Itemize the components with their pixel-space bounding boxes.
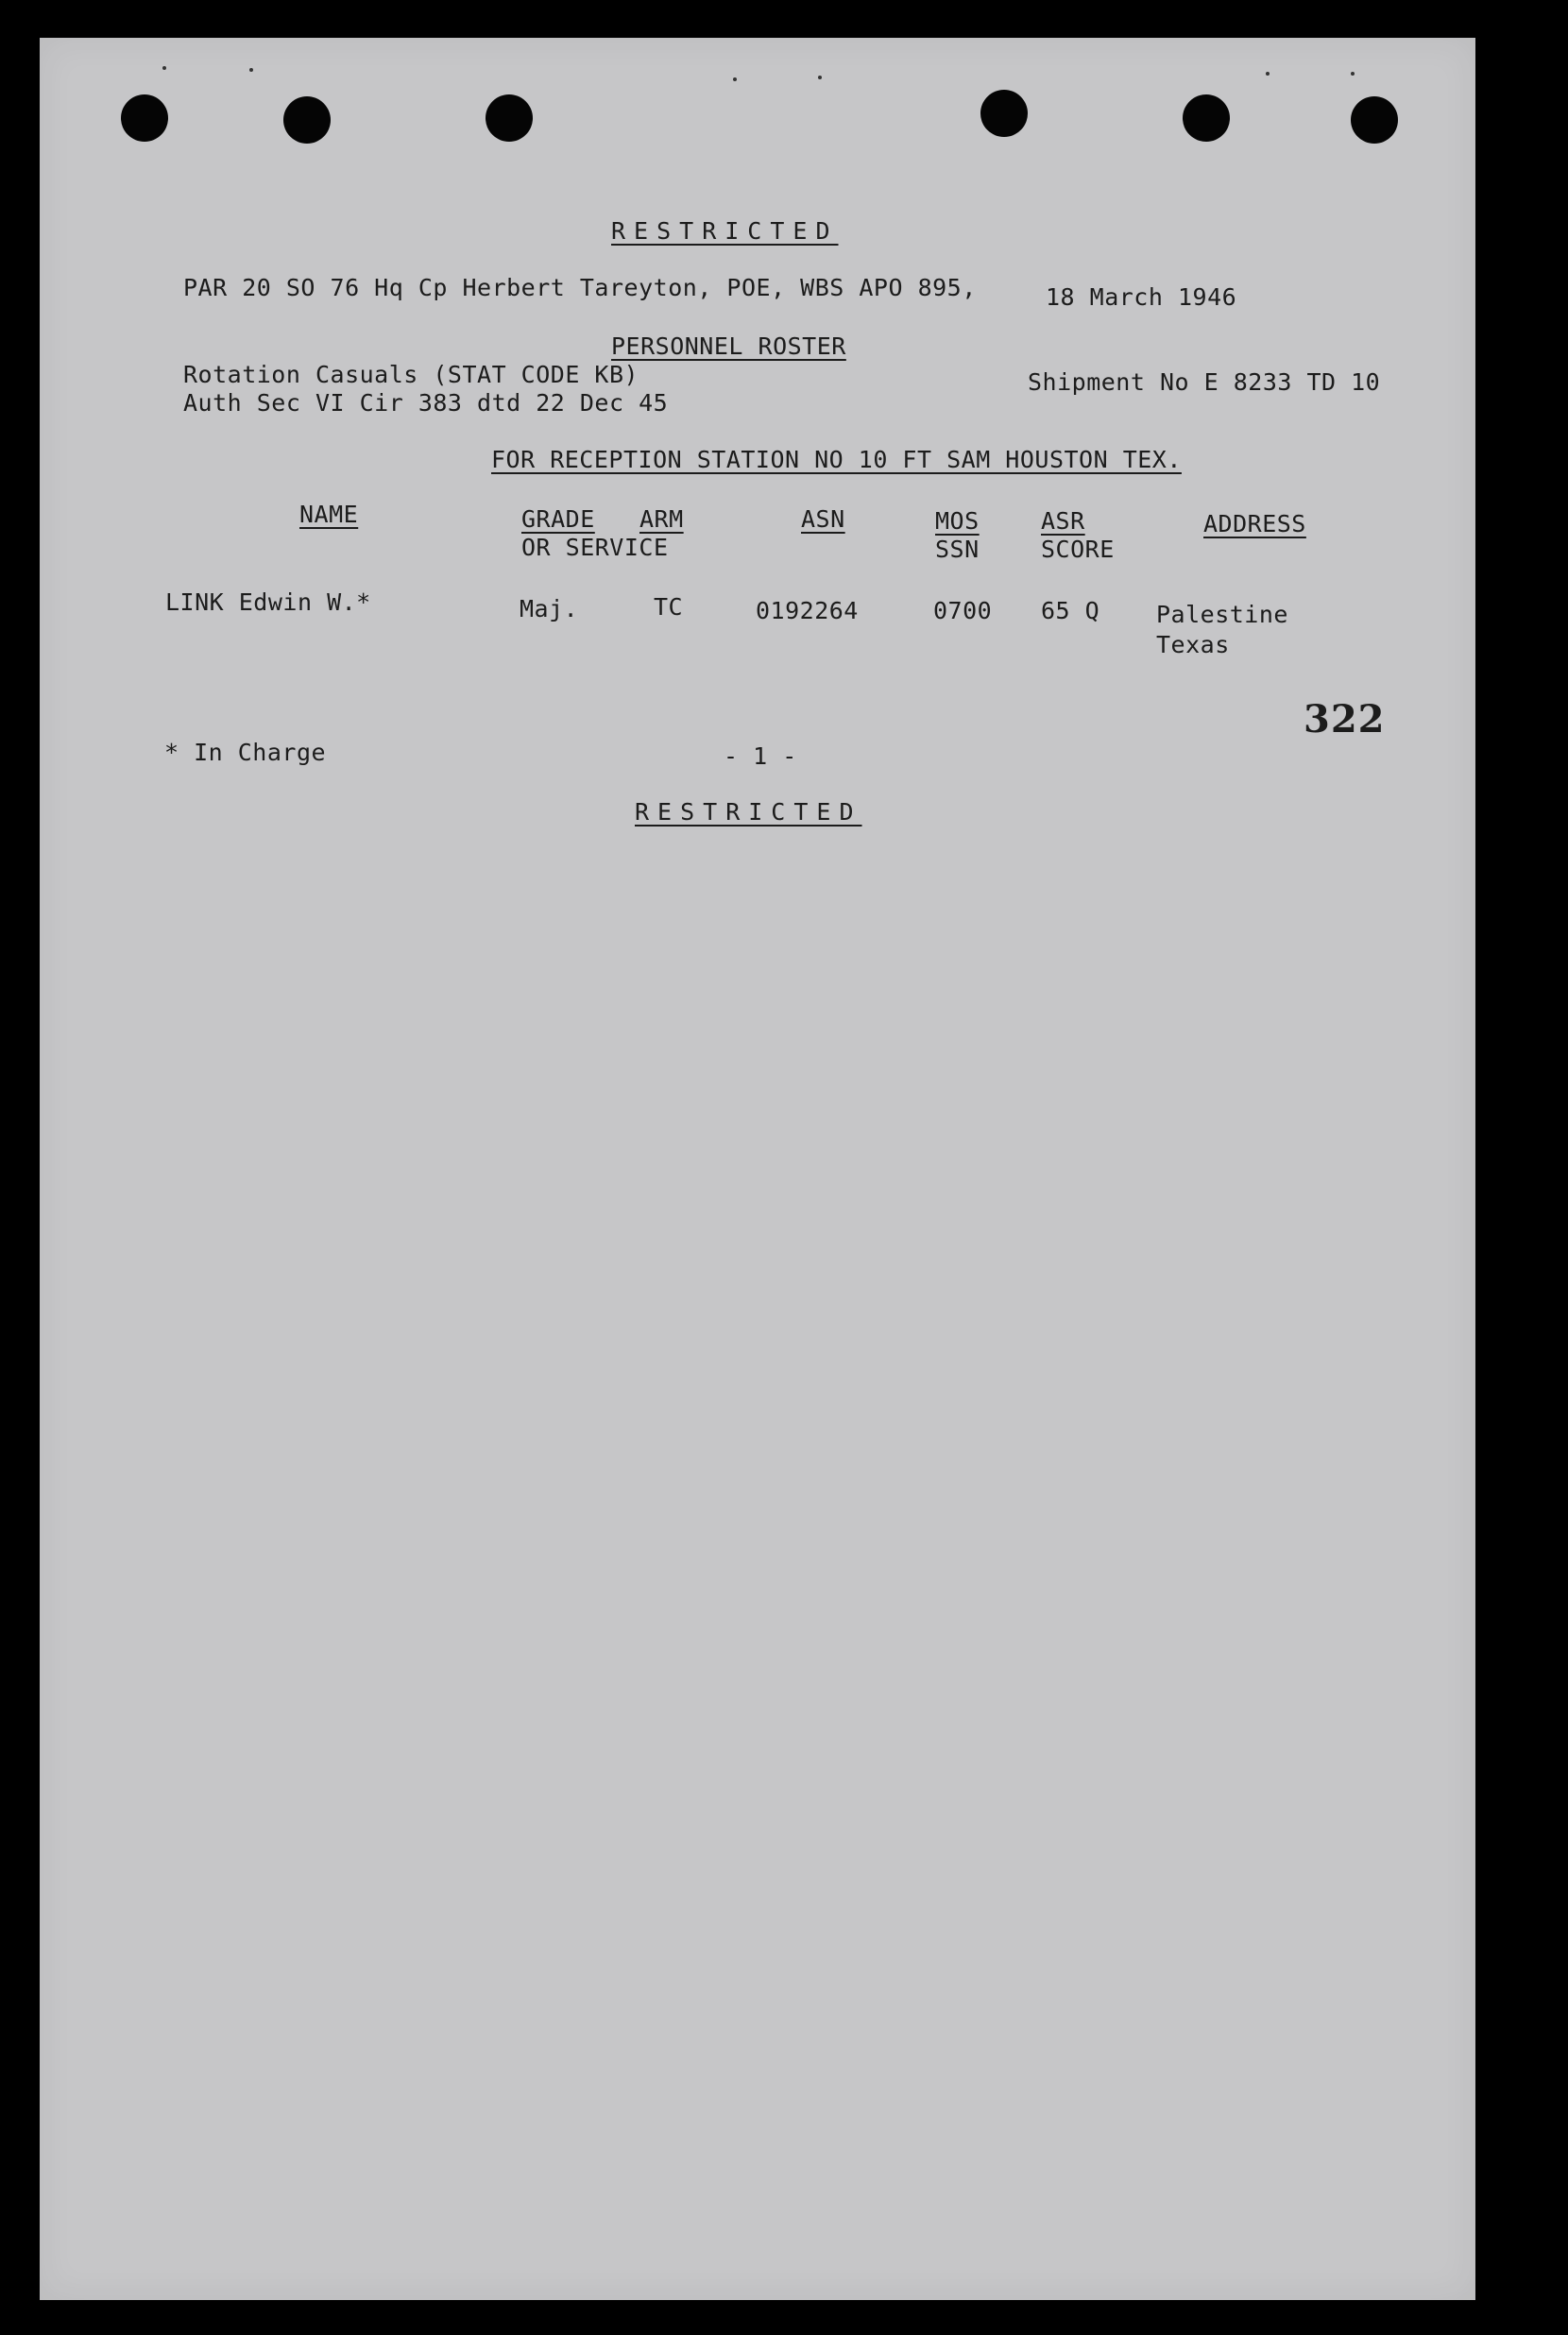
punch-hole <box>980 90 1028 137</box>
row-address-line-1: Palestine <box>1156 601 1288 628</box>
col-header-asn: ASN <box>801 505 845 533</box>
row-grade: Maj. <box>520 595 579 622</box>
paper-speck <box>1266 72 1270 76</box>
punch-hole <box>1183 94 1230 142</box>
row-asr: 65 Q <box>1041 597 1100 624</box>
order-date: 18 March 1946 <box>1046 283 1237 311</box>
row-name: LINK Edwin W.* <box>165 588 371 616</box>
col-header-arm: ARM <box>639 505 684 533</box>
group-line-2: Auth Sec VI Cir 383 dtd 22 Dec 45 <box>183 389 669 417</box>
punch-hole <box>486 94 533 142</box>
paper-speck <box>818 76 822 79</box>
paper-speck <box>249 68 253 72</box>
paper-speck <box>733 77 737 81</box>
punch-hole <box>1351 96 1398 144</box>
col-header-name: NAME <box>299 501 359 528</box>
order-line: PAR 20 SO 76 Hq Cp Herbert Tareyton, POE, WBS APO 895, <box>183 274 977 301</box>
col-header-mos-sub: SSN <box>935 536 980 563</box>
shipment-number: Shipment No E 8233 TD 10 <box>1028 368 1381 396</box>
classification-bottom: RESTRICTED <box>635 798 862 826</box>
destination-line: FOR RECEPTION STATION NO 10 FT SAM HOUSTON TEX. <box>491 446 1182 473</box>
footnote: * In Charge <box>164 739 327 766</box>
roster-title: PERSONNEL ROSTER <box>611 332 846 360</box>
punch-hole <box>283 96 331 144</box>
col-header-asr-sub: SCORE <box>1041 536 1115 563</box>
row-asn: 0192264 <box>756 597 859 624</box>
col-header-grade-sub: OR SERVICE <box>521 534 669 561</box>
page-marker: - 1 - <box>724 742 797 770</box>
row-address-line-2: Texas <box>1156 631 1230 658</box>
col-header-mos: MOS <box>935 507 980 535</box>
row-arm: TC <box>654 593 684 621</box>
paper-speck <box>162 66 166 70</box>
group-line-1: Rotation Casuals (STAT CODE KB) <box>183 361 639 388</box>
page-number-stamp: 322 <box>1304 697 1386 741</box>
col-header-grade: GRADE <box>521 505 595 533</box>
row-mos: 0700 <box>933 597 993 624</box>
col-header-address: ADDRESS <box>1203 510 1306 537</box>
classification-top: RESTRICTED <box>611 217 839 245</box>
document-sheet <box>40 38 1475 2300</box>
col-header-asr: ASR <box>1041 507 1085 535</box>
paper-speck <box>1351 72 1355 76</box>
punch-hole <box>121 94 168 142</box>
